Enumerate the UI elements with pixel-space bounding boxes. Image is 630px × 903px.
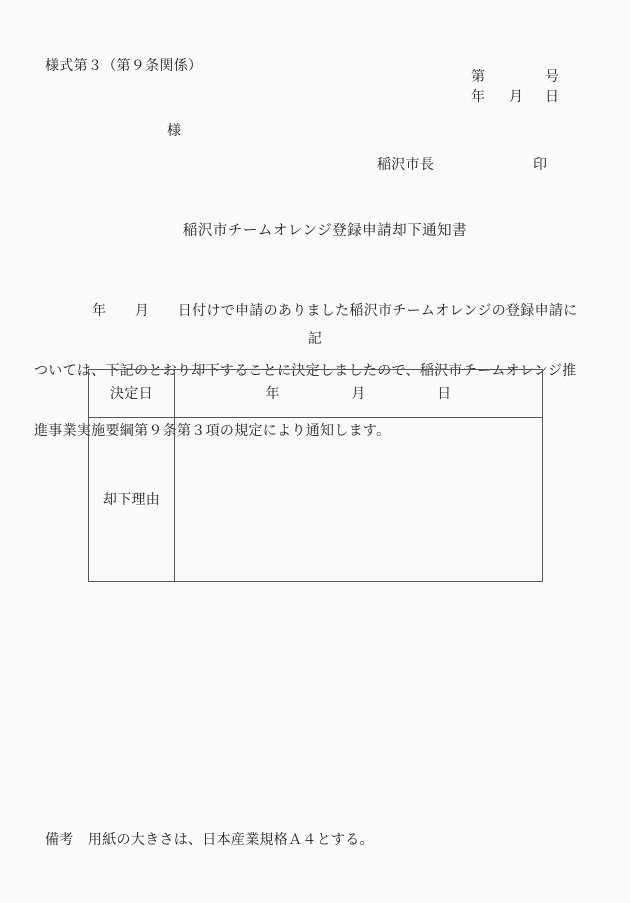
- record-marker: 記: [307, 331, 323, 347]
- rejection-reason-label-cell: 却下理由: [89, 418, 175, 581]
- body-line-1: 年 月 日付けで申請のありました稲沢市チームオレンジの登録申請に: [92, 303, 578, 319]
- date-day-label: 日: [545, 89, 560, 105]
- decision-date-value-cell: 年 月 日: [265, 385, 452, 402]
- issuer-seal: 印: [533, 157, 548, 173]
- doc-number-prefix: 第: [471, 69, 486, 85]
- rejection-reason-value-cell: [175, 418, 542, 581]
- decision-table: [88, 369, 543, 582]
- document-title: 稲沢市チームオレンジ登録申請却下通知書: [182, 223, 468, 239]
- table-row-decision-date: [89, 370, 542, 418]
- paper-size-note: 備考 用紙の大きさは、日本産業規格Ａ４とする。: [45, 832, 374, 848]
- body-line-2: ついては、下記のとおり却下することに決定しましたので、稲沢市チームオレンジ推: [34, 363, 577, 379]
- doc-number-suffix: 号: [545, 69, 560, 85]
- date-month-label: 月: [509, 89, 524, 105]
- date-year-label: 年: [471, 89, 486, 105]
- table-row-rejection-reason: [89, 418, 542, 581]
- body-line-3: 進事業実施要綱第９条第３項の規定により通知します。: [34, 423, 391, 439]
- decision-date-label-cell: 決定日: [89, 370, 175, 417]
- form-code: 様式第３（第９条関係）: [45, 58, 203, 74]
- addressee-honorific: 様: [167, 123, 182, 139]
- issuer-name: 稲沢市長: [377, 157, 435, 173]
